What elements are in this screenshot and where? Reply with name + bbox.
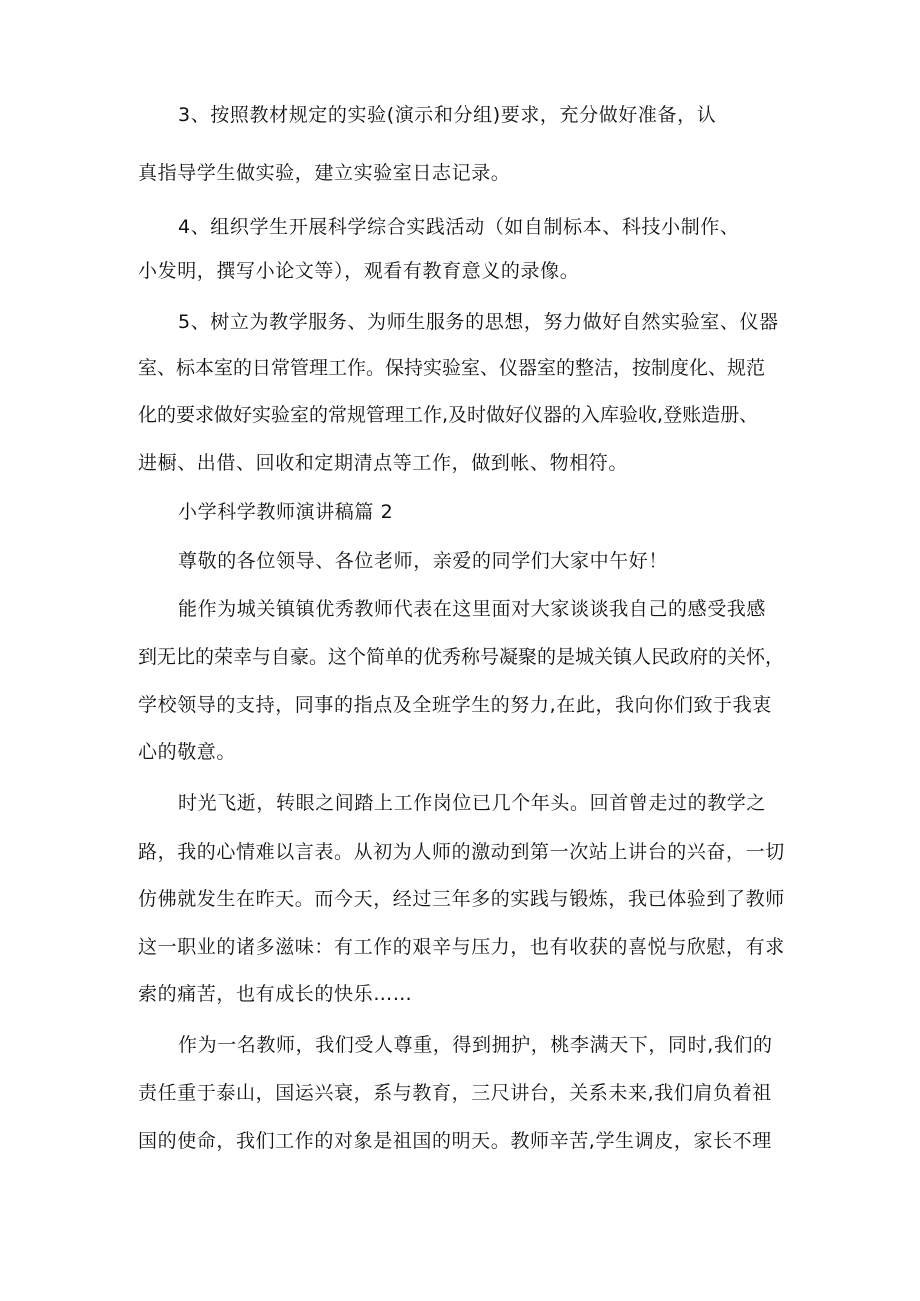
paragraph-line: 作为一名教师，我们受人尊重，得到拥护，桃李满天下，同时,我们的 bbox=[178, 1034, 773, 1056]
paragraph-line: 化的要求做好实验室的常规管理工作,及时做好仪器的入库验收,登账造册、 bbox=[138, 404, 759, 426]
paragraph-line: 国的使命，我们工作的对象是祖国的明天。教师辛苦,学生调皮，家长不理 bbox=[138, 1130, 772, 1152]
paragraph-line: 这一职业的诸多滋味：有工作的艰辛与压力，也有收获的喜悦与欣慰，有求 bbox=[138, 936, 785, 958]
paragraph-line: 学校领导的支持，同事的指点及全班学生的努力,在此，我向你们致于我衷 bbox=[138, 694, 772, 716]
paragraph-line: 时光飞逝，转眼之间踏上工作岗位已几个年头。回首曾走过的教学之 bbox=[178, 792, 767, 814]
paragraph-line: 索的痛苦，也有成长的快乐…… bbox=[138, 983, 413, 1005]
paragraph-line: 路，我的心情难以言表。从初为人师的激动到第一次站上讲台的兴奋，一切 bbox=[138, 841, 785, 863]
paragraph-line: 3、按照教材规定的实验(演示和分组)要求，充分做好准备，认 bbox=[178, 104, 717, 126]
section-heading: 小学科学教师演讲稿篇 2 bbox=[178, 501, 394, 523]
paragraph-line: 责任重于泰山，国运兴衰，系与教育，三尺讲台，关系未来,我们肩负着祖 bbox=[138, 1082, 772, 1104]
paragraph-line: 仿佛就发生在昨天。而今天，经过三年多的实践与锻炼，我已体验到了教师 bbox=[138, 888, 785, 910]
paragraph-line: 进橱、出借、回收和定期清点等工作，做到帐、物相符。 bbox=[138, 452, 629, 474]
paragraph-line: 小发明，撰写小论文等），观看有教育意义的录像。 bbox=[138, 260, 580, 282]
paragraph-line: 心的敬意。 bbox=[138, 741, 237, 763]
paragraph-line: 室、标本室的日常管理工作。保持实验室、仪器室的整洁，按制度化、规范 bbox=[138, 357, 766, 379]
paragraph-line: 到无比的荣幸与自豪。这个简单的优秀称号凝聚的是城关镇人民政府的关怀， bbox=[138, 646, 785, 668]
paragraph-line: 真指导学生做实验，建立实验室日志记录。 bbox=[138, 162, 511, 184]
paragraph-line: 尊敬的各位领导、各位老师，亲爱的同学们大家中午好！ bbox=[178, 550, 669, 572]
paragraph-line: 5、树立为教学服务、为师生服务的思想，努力做好自然实验室、仪器 bbox=[178, 311, 779, 333]
paragraph-line: 4、组织学生开展科学综合实践活动（如自制标本、科技小制作、 bbox=[178, 216, 740, 238]
paragraph-line: 能作为城关镇镇优秀教师代表在这里面对大家谈谈我自己的感受我感 bbox=[178, 598, 767, 620]
